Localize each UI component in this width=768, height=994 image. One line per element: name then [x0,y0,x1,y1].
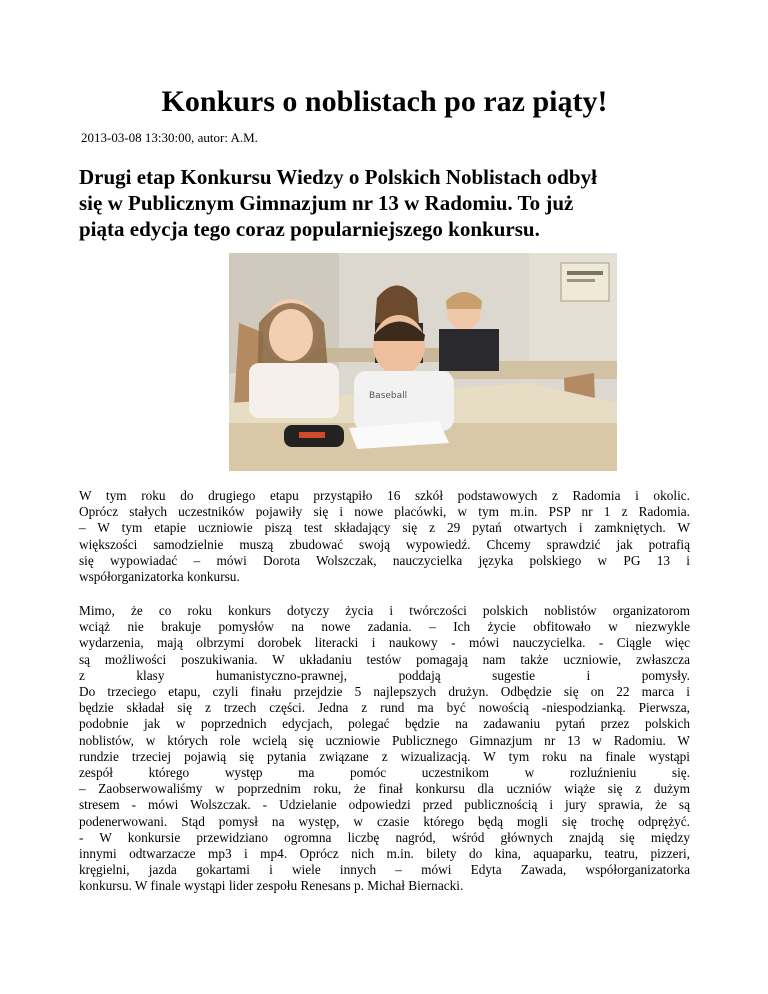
text-line: zespół którego występ ma pomóc uczestnikom w rozluźnieniu się. [79,765,690,781]
text-line: W tym roku do drugiego etapu przystąpiło 16 szkół podstawowych z Radomia i okolic. [79,488,690,503]
text-line: rundzie trzeciej pojawią się pytania związane z wizualizacją. W tym roku na finale wystąpi [79,748,690,764]
text-line: Do trzeciego etapu, czyli finału przejdzie 5 najlepszych drużyn. Odbędzie się on 22 marca i [79,684,690,700]
text-line: Mimo, że co roku konkurs dotyczy życia i twórczości polskich noblistów organizatorom [79,603,690,618]
text-line: będzie składał się z trzech części. Jedna z rund ma być nowością -niespodzianką. Pierwsza, [79,700,690,716]
article-lead [79,164,719,242]
text-line: współorganizatorka konkursu. [79,569,240,585]
text-line: noblistów, w których role wcielą się uczniowie Publicznego Gimnazjum nr 13 w Radomiu. W [79,732,690,748]
text-line: podenerwowani. Stąd pomysł na występ, w czasie którego będą mogli się trochę odprężyć. [79,813,690,829]
text-line: – Zaobserwowaliśmy w poprzednim roku, że finał konkursu dla uczniów wiąże się z dużym [79,781,690,797]
text-line: są możliwości poszukiwania. W układaniu testów pomagają nam także uczniowie, zwłaszcza [79,651,690,667]
text-line: konkursu. W finale wystąpi lider zespołu Renesans p. Michał Biernacki. [79,878,464,894]
text-line: wydarzenia, mają olbrzymi dorobek literacki i naukowy - mówi nauczycielka. - Ciągle więc [79,635,690,651]
text-line: podobnie jak w poprzednich edycjach, polegać będzie na zadawaniu pytań przez polskich [79,716,690,732]
text-line: Oprócz stałych uczestników pojawiły się i nowe placówki, w tym m.in. PSP nr 1 z Radomia. [79,504,690,520]
paragraph-2 [79,603,690,895]
lead-line: się w Publicznym Gimnazjum nr 13 w Radomiu. To już [79,191,574,215]
lead-line: Drugi etap Konkursu Wiedzy o Polskich Noblistach odbył [79,165,597,189]
text-line: wciąż nie brakuje pomysłów na nowe zadania. – Ich życie obfitowało w niezwykle [79,619,690,635]
text-line: - W konkursie przewidziano ogromna liczbę nagród, wśród głównych znajdą się między [79,829,690,845]
text-line: kręgielni, jazda gokartami i wiele innych – mówi Edyta Zawada, współorganizatorka [79,862,690,878]
article-meta: 2013-03-08 13:30:00, autor: A.M. [81,130,258,145]
article-photo [229,253,617,471]
text-line: z klasy humanistyczno-prawnej, poddają sugestie i pomysły. [79,667,690,683]
text-line: się wypowiadać – mówi Dorota Wolszczak, nauczycielka języka polskiego w PG 13 i [79,552,690,568]
paragraph-1 [79,488,690,585]
lead-line: piąta edycja tego coraz popularniejszego konkursu. [79,217,540,241]
classroom-photo [229,253,617,471]
text-line: większości samodzielnie muszą zbudować swoją wypowiedź. Chcemy sprawdzić jak potrafią [79,536,690,552]
text-line: stresem - mówi Wolszczak. - Udzielanie odpowiedzi przed publicznością i jury sprawia, że są [79,797,690,813]
svg-text:Baseball: Baseball [369,391,408,401]
text-line: – W tym etapie uczniowie piszą test składający się z 29 pytań otwartych i zamkniętych. W [79,520,690,536]
text-line: innymi odtwarzacze mp3 i mp4. Oprócz nich m.in. bilety do kina, aquaparku, teatru, pizzeri, [79,846,690,862]
page-title: Konkurs o noblistach po raz piąty! [161,85,608,118]
